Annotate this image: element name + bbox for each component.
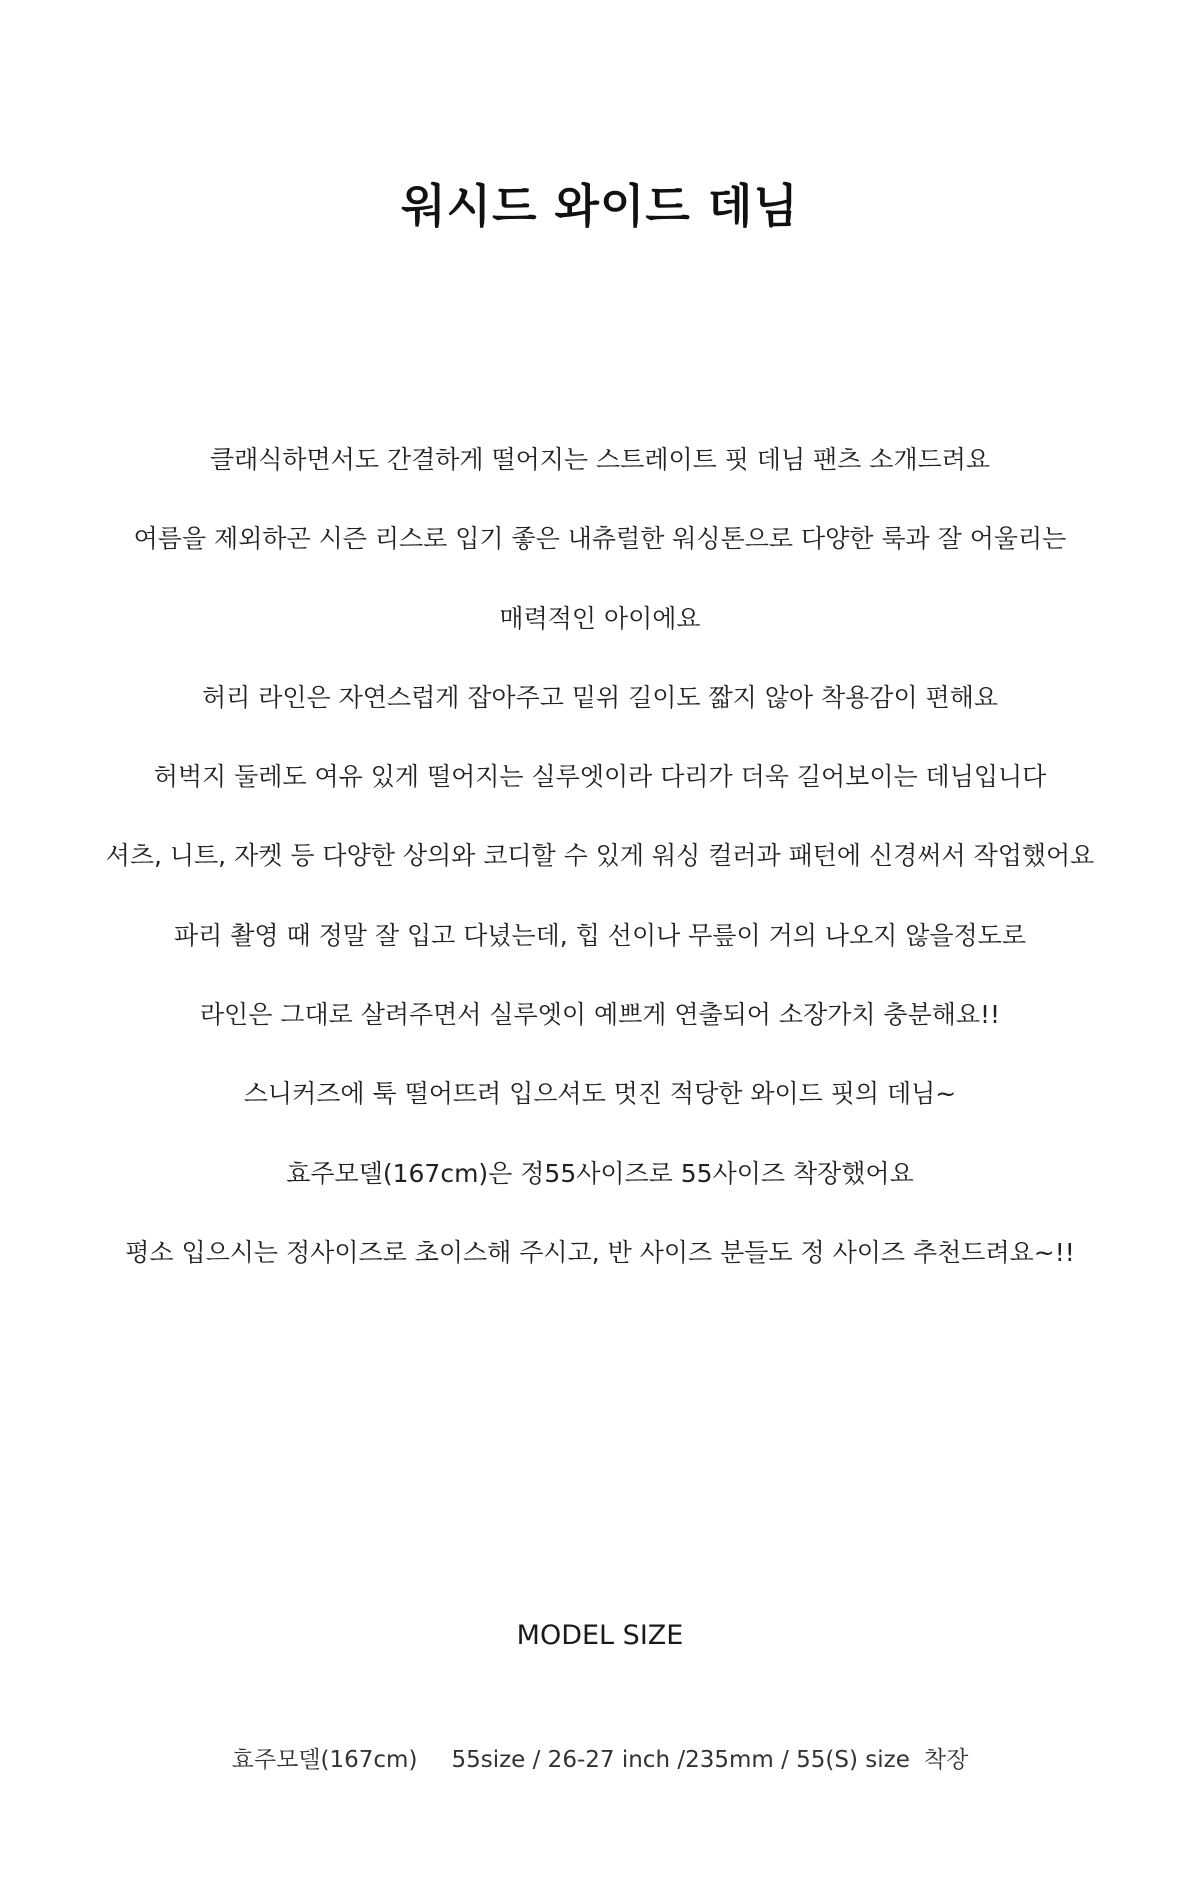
- description-line: 클래식하면서도 간결하게 떨어지는 스트레이트 핏 데님 팬츠 소개드려요: [209, 445, 991, 474]
- model-size-worn-label: 착장: [923, 1747, 969, 1773]
- description-line: 평소 입으시는 정사이즈로 초이스해 주시고, 반 사이즈 분들도 정 사이즈 추천드려요~!!: [125, 1237, 1075, 1267]
- description-line: 파리 촬영 때 정말 잘 입고 다녔는데, 힙 선이나 무릎이 거의 나오지 않을정도로: [174, 920, 1026, 950]
- model-size-values: 55size / 26-27 inch /235mm / 55(S) size: [451, 1747, 910, 1773]
- description-line: 허리 라인은 자연스럽게 잡아주고 밑위 길이도 짧지 않아 착용감이 편해요: [201, 682, 999, 712]
- product-title: 워시드 와이드 데님: [401, 179, 799, 233]
- model-size-row: [0, 1744, 1200, 1776]
- description-line: 허벅지 둘레도 여유 있게 떨어지는 실루엣이라 다리가 더욱 길어보이는 데님입니다: [153, 762, 1047, 792]
- description-line: 매력적인 아이에요: [499, 603, 701, 633]
- model-size-heading: MODEL SIZE: [516, 1620, 684, 1651]
- description-line: 여름을 제외하곤 시즌 리스로 입기 좋은 내츄럴한 워싱톤으로 다양한 룩과 잘 어울리는: [133, 524, 1067, 554]
- description-line: 스니커즈에 툭 떨어뜨려 입으셔도 멋진 적당한 와이드 핏의 데님~: [243, 1079, 957, 1109]
- model-name: 효주모델(167cm): [231, 1747, 418, 1773]
- description-line: 셔츠, 니트, 자켓 등 다양한 상의와 코디할 수 있게 워싱 컬러과 패턴에 신경써서 작업했어요: [105, 841, 1095, 871]
- description-line: 라인은 그대로 살려주면서 실루엣이 예쁘게 연출되어 소장가치 충분해요!!: [199, 1000, 1001, 1030]
- description-line: 효주모델(167cm)은 정55사이즈로 55사이즈 착장했어요: [286, 1158, 914, 1188]
- product-description: [0, 440, 1200, 1312]
